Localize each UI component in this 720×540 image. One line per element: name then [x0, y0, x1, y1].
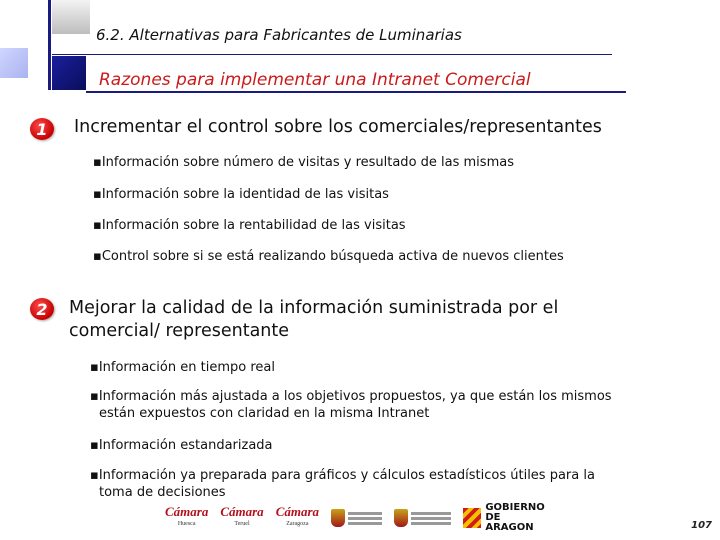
decor-subheader-line	[86, 91, 626, 93]
coat-of-arms-icon	[331, 509, 345, 527]
list-item: ▪Control sobre si se está realizando búsqueda activa de nuevos clientes	[93, 249, 564, 264]
section-title: Incrementar el control sobre los comerciales/representantes	[74, 117, 602, 137]
list-item: ▪Información sobre la rentabilidad de las visitas	[93, 218, 406, 233]
bullet-marker-icon: ▪	[90, 438, 99, 453]
decor-vertical-line	[48, 0, 51, 90]
logo-secretaria	[394, 509, 451, 527]
logo-ministerio	[331, 509, 382, 527]
list-item: ▪Información ya preparada para gráficos y cálculos estadísticos útiles para la toma de decisiones	[90, 468, 595, 500]
logo-camara-zaragoza: Cámara Zaragoza	[275, 504, 320, 527]
list-item: ▪Información en tiempo real	[90, 360, 275, 375]
list-item: ▪Información más ajustada a los objetivos propuestos, ya que están los mismos están expuestos con claridad en la misma Intranet	[90, 389, 612, 421]
bullet-marker-icon: ▪	[93, 218, 102, 233]
decor-square-navy	[52, 56, 86, 90]
list-item: ▪Información estandarizada	[90, 438, 273, 453]
section-title: Mejorar la calidad de la información suministrada por el comercial/ representante	[69, 298, 559, 341]
bullet-marker-icon: ▪	[93, 249, 102, 264]
decor-square-light-blue	[0, 48, 28, 78]
decor-square-gray	[52, 0, 90, 34]
bullet-marker-icon: ▪	[90, 360, 99, 375]
logo-camara-huesca: Cámara Huesca	[165, 504, 209, 527]
bullet-marker-icon: ▪	[93, 187, 102, 202]
decor-header-line	[52, 54, 612, 55]
bullet-marker-icon: ▪	[90, 389, 99, 404]
logo-camara-teruel: Cámara Teruel	[220, 504, 264, 527]
list-item: ▪Información sobre la identidad de las visitas	[93, 187, 389, 202]
page-subtitle: Razones para implementar una Intranet Comercial	[99, 70, 531, 90]
section-number-badge: 2	[30, 298, 54, 320]
sponsor-logos	[165, 502, 545, 533]
logo-gobierno-aragon: GOBIERNO DE ARAGON	[463, 503, 546, 533]
aragon-flag-icon	[463, 508, 481, 528]
bullet-marker-icon: ▪	[93, 155, 102, 170]
coat-of-arms-icon	[394, 509, 408, 527]
list-item: ▪Información sobre número de visitas y resultado de las mismas	[93, 155, 514, 170]
bullet-marker-icon: ▪	[90, 468, 99, 483]
page-title: 6.2. Alternativas para Fabricantes de Luminarias	[96, 26, 462, 44]
section-number-badge: 1	[30, 118, 54, 140]
page-number: 107	[691, 520, 712, 531]
